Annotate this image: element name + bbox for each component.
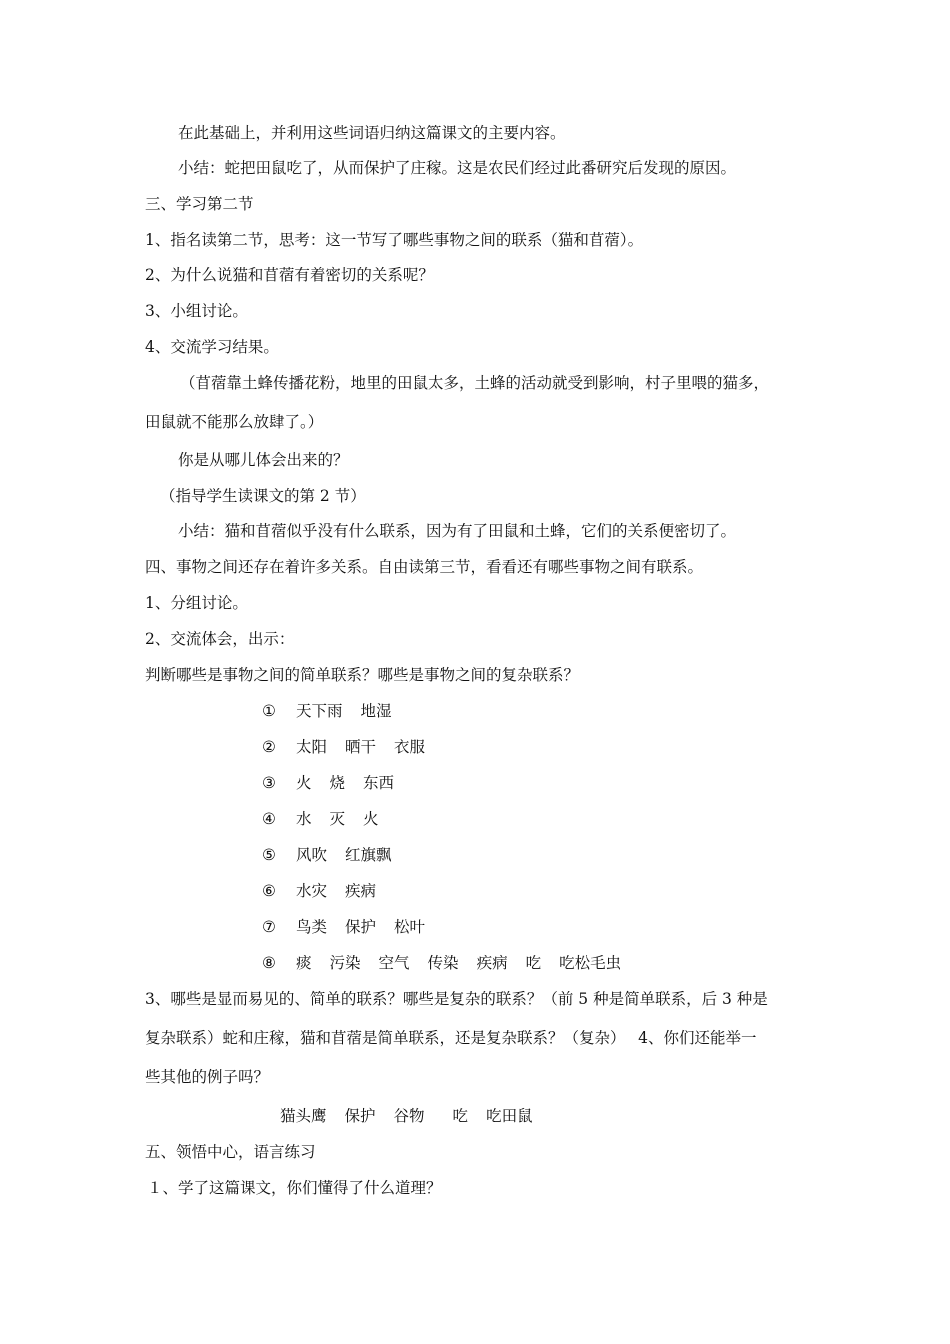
list-item [262,881,394,901]
item-number: ② [262,738,276,756]
list-item [262,917,443,937]
item-word: 传染 [427,954,459,972]
item-word: 烧 [329,774,346,792]
item-word: 水灾 [296,882,328,900]
item-number: ⑧ [262,954,276,972]
paragraph-line: 4、交流学习结果。 [145,338,279,356]
item-word: 空气 [378,954,410,972]
paragraph-line: （苜蓿靠土蜂传播花粉，地里的田鼠太多，土蜂的活动就受到影响，村子里喂的猫多， [180,374,770,392]
list-item [262,701,410,721]
section-heading: 五、领悟中心，语言练习 [145,1143,316,1161]
paragraph-line: 复杂联系）蛇和庄稼，猫和苜蓿是简单联系，还是复杂联系？（复杂） 4、你们还能举一 [145,1029,757,1047]
item-number: ④ [262,810,276,828]
item-word: 风吹 [296,846,328,864]
list-item [262,809,397,829]
section-heading: 四、事物之间还存在着许多关系。自由读第三节，看看还有哪些事物之间有联系。 [145,558,704,576]
list-item [262,773,412,793]
item-number: ⑦ [262,918,276,936]
example-line [280,1106,551,1126]
item-number: ⑥ [262,882,276,900]
paragraph-line: 3、小组讨论。 [145,302,248,320]
item-word: 疾病 [345,882,377,900]
item-word: 衣服 [394,738,426,756]
example-word: 吃田鼠 [486,1107,533,1125]
list-item [262,953,639,973]
paragraph-line: 小结：猫和苜蓿似乎没有什么联系，因为有了田鼠和土蜂，它们的关系便密切了。 [178,522,737,540]
item-word: 天下雨 [296,702,343,720]
paragraph-line: 田鼠就不能那么放肆了。） [145,413,324,431]
item-word: 吃松毛虫 [559,954,622,972]
paragraph-line: 判断哪些是事物之间的简单联系？哪些是事物之间的复杂联系？ [145,666,580,684]
paragraph-line: 你是从哪儿体会出来的？ [178,451,349,469]
item-word: 疾病 [476,954,508,972]
item-word: 吃 [525,954,542,972]
paragraph-line: （指导学生读课文的第 2 节） [160,487,366,505]
paragraph-line: 在此基础上，并利用这些词语归纳这篇课文的主要内容。 [178,124,566,142]
item-word: 火 [296,774,312,792]
item-word: 鸟类 [296,918,328,936]
item-word: 保护 [345,918,377,936]
example-word: 谷物 [393,1107,425,1125]
item-word: 痰 [296,954,312,972]
item-word: 灭 [329,810,346,828]
list-item [262,737,443,757]
item-word: 地湿 [360,702,392,720]
paragraph-line: 2、为什么说猫和苜蓿有着密切的关系呢？ [145,266,434,284]
paragraph-line: 小结：蛇把田鼠吃了，从而保护了庄稼。这是农民们经过此番研究后发现的原因。 [178,159,737,177]
example-word: 保护 [344,1107,376,1125]
item-number: ⑤ [262,846,276,864]
item-number: ① [262,702,276,720]
paragraph-line: 些其他的例子吗？ [145,1068,270,1086]
item-word: 松叶 [394,918,426,936]
item-word: 污染 [329,954,361,972]
paragraph-line: １、学了这篇课文，你们懂得了什么道理？ [147,1179,442,1197]
item-word: 东西 [363,774,395,792]
paragraph-line: 3、哪些是显而易见的、简单的联系？哪些是复杂的联系？（前 5 种是简单联系，后 3 种是 [145,990,768,1008]
item-word: 太阳 [296,738,328,756]
example-word: 猫头鹰 [280,1107,327,1125]
item-word: 晒干 [345,738,377,756]
list-item [262,845,410,865]
paragraph-line: 2、交流体会，出示： [145,630,295,648]
paragraph-line: 1、指名读第二节，思考：这一节写了哪些事物之间的联系（猫和苜蓿）。 [145,231,644,249]
paragraph-line: 1、分组讨论。 [145,594,248,612]
example-word: 吃 [452,1107,469,1125]
item-number: ③ [262,774,276,792]
item-word: 红旗飘 [345,846,392,864]
section-heading: 三、学习第二节 [145,195,254,213]
item-word: 水 [296,810,312,828]
item-word: 火 [363,810,379,828]
